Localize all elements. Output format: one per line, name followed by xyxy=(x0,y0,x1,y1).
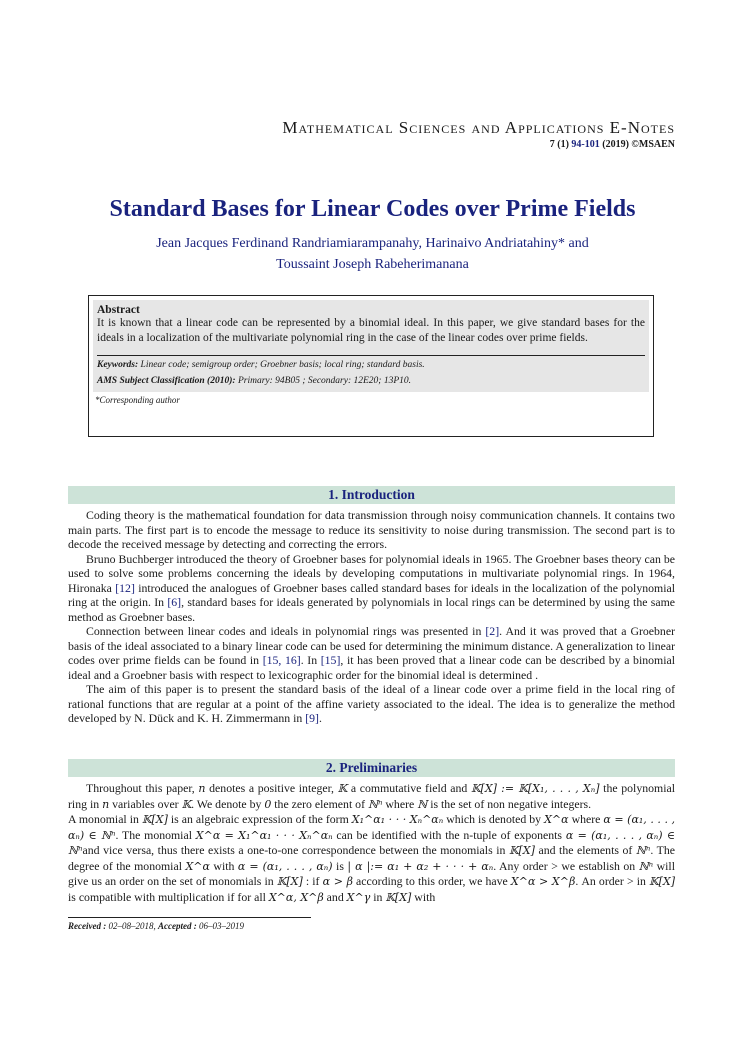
journal-year: (2019) ©MSAEN xyxy=(602,139,675,150)
footer-divider xyxy=(68,917,311,918)
authors-line-1: Jean Jacques Ferdinand Randriamiarampanahy, Harinaivo Andriatahiny* and xyxy=(156,236,589,251)
intro-paragraph-1: Coding theory is the mathematical foundation for data transmission through noisy communication channels. It contains two main parts. The first part is to encode the message to reduce its sensitivity to noise during transmission. The second part is to decode the received message by detecting and correcting the errors. xyxy=(68,508,675,551)
keywords-label: Keywords: xyxy=(97,360,139,370)
paper-title: Standard Bases for Linear Codes over Prime Fields xyxy=(109,196,636,222)
keywords xyxy=(97,356,645,372)
citation-link[interactable]: [9] xyxy=(305,711,319,725)
ams-text: Primary: 94B05 ; Secondary: 12E20; 13P10. xyxy=(237,376,412,386)
footer-dates xyxy=(68,921,244,931)
journal-info xyxy=(282,139,675,150)
abstract-heading: Abstract xyxy=(97,304,140,316)
prelim-paragraph-2: A monomial in 𝕂[X] is an algebraic expression of the form X₁^α₁ · · · Xₙ^αₙ which is denoted by X^α where α = (α₁, . . . , αₙ) ∈ ℕⁿ. The monomial X^α = X₁^α₁ · · · Xₙ^αₙ can be identified with the n-tuple of exponents α = (α₁, . . . , αₙ) ∈ ℕⁿand vice versa, thus there exists a one-to-one correspondence between the monomials in 𝕂[X] and the elements of ℕⁿ. The degree of the monomial X^α with α = (α₁, . . . , αₙ) is | α |:= α₁ + α₂ + · · · + αₙ. Any order > we establish on ℕⁿ will give us an order on the set of monomials in 𝕂[X] : if α > β according to this order, we have X^α > X^β. An order > in 𝕂[X] is compatible with multiplication if for all X^α, X^β and X^γ in 𝕂[X] with xyxy=(68,812,676,904)
ams-label: AMS Subject Classification (2010): xyxy=(97,376,236,386)
preliminaries-body xyxy=(68,781,675,905)
intro-paragraph-4: The aim of this paper is to present the standard basis of the ideal of a linear code over a prime field in the local ring of rational functions that are regular at a point of the affine variety associated to the ideal. The idea is to generalize the method developed by N. Dück and K. H. Zimmermann in [9]. xyxy=(68,682,675,725)
section-heading-introduction: 1. Introduction xyxy=(68,486,675,504)
journal-name: Mathematical Sciences and Applications E-Notes xyxy=(282,118,675,137)
keywords-text: Linear code; semigroup order; Groebner basis; local ring; standard basis. xyxy=(140,360,425,370)
prelim-paragraph-1: Throughout this paper, n denotes a positive integer, 𝕂 a commutative field and 𝕂[X] := 𝕂[X₁, . . . , Xₙ] the polynomial ring in n variables over 𝕂. We denote by 0 the zero element of ℕⁿ where ℕ is the set of non negative integers. xyxy=(68,781,675,811)
citation-link[interactable]: [15] xyxy=(320,653,341,667)
intro-paragraph-2: Bruno Buchberger introduced the theory of Groebner bases for polynomial ideals in 1965. The Groebner bases theory can be used to solve some problems concerning the ideals by developing computations in multivariate polynomial rings. In 1964, Hironaka [12] introduced the analogues of Groebner bases called standard bases for ideals in the localization of the polynomial ring at the origin. In [6], standard bases for ideals generated by polynomials in local rings can be determined by using the same method as Groebner bases. xyxy=(68,551,675,624)
abstract-box xyxy=(88,295,654,437)
introduction-body xyxy=(68,508,675,726)
authors xyxy=(90,233,655,275)
authors-line-2: Toussaint Joseph Rabeherimanana xyxy=(276,257,469,272)
abstract-text: It is known that a linear code can be represented by a binomial ideal. In this paper, we give standard bases for the ideals in a localization of the multivariate polynomial ring in the case of the linear codes over prime fields. xyxy=(97,317,645,344)
journal-header xyxy=(282,118,675,150)
journal-volume: 7 (1) xyxy=(549,139,569,150)
citation-link[interactable]: [2] xyxy=(485,624,500,638)
intro-paragraph-3: Connection between linear codes and ideals in polynomial rings was presented in [2]. And it was proved that a Groebner basis of the ideal associated to a binary linear code can be used for determining the minimum distance. A generalization to linear codes over prime fields can be found in [15, 16]. In [15], it has been proved that a linear code can be described by a binomial ideal and a Groebner basis with respect to lexicographic order for the binomial ideal is determined . xyxy=(68,624,675,682)
citation-link[interactable]: [6] xyxy=(167,595,182,609)
citation-link[interactable]: [15, 16] xyxy=(262,653,301,667)
abstract-inner xyxy=(93,300,649,392)
journal-pages[interactable]: 94-101 xyxy=(571,139,600,150)
accepted-label: Accepted : xyxy=(157,921,197,931)
received-date: 02–08–2018, xyxy=(108,921,156,931)
ams-classification xyxy=(97,372,645,390)
received-label: Received : xyxy=(68,921,107,931)
section-heading-preliminaries: 2. Preliminaries xyxy=(68,759,675,777)
corresponding-author-note: *Corresponding author xyxy=(95,395,180,405)
accepted-date: 06–03–2019 xyxy=(198,921,244,931)
citation-link[interactable]: [12] xyxy=(115,580,135,595)
